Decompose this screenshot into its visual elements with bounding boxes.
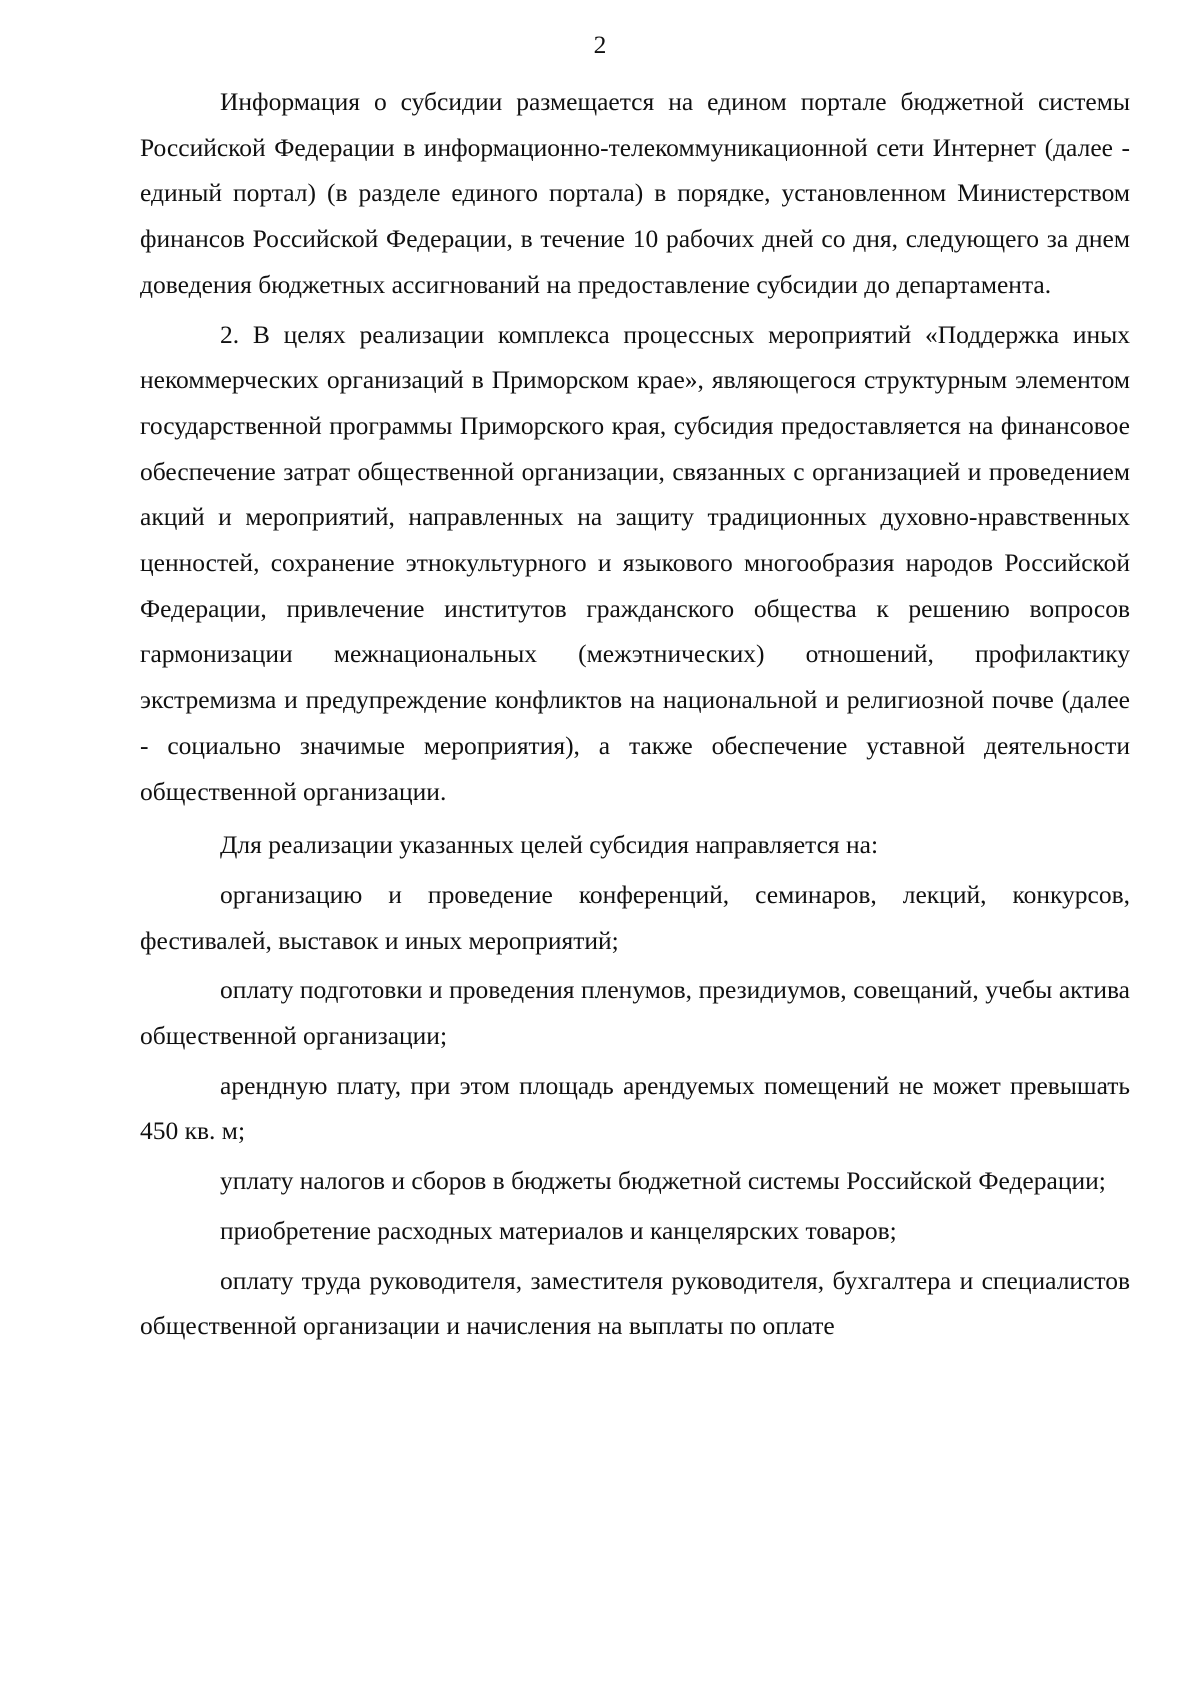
document-body xyxy=(140,79,1130,1349)
list-item-taxes: уплату налогов и сборов в бюджеты бюджетной системы Российской Федерации; xyxy=(220,1166,1106,1196)
list-item-plenums: оплату подготовки и проведения пленумов, президиумов, совещаний, учебы актива общественной организации; xyxy=(140,975,1130,1051)
paragraph-subsidy-info: Информация о субсидии размещается на едином портале бюджетной системы Российской Федерации в информационно-телекоммуникационной сети Интернет (далее - единый портал) (в разделе единого портала) в порядке, установленном Министерством финансов Российской Федерации, в течение 10 рабочих дней со дня, следующего за днем доведения бюджетных ассигнований на предоставление субсидии до департамента. xyxy=(140,87,1130,299)
list-item-supplies: приобретение расходных материалов и канцелярских товаров; xyxy=(220,1215,897,1245)
list-item-salaries: оплату труда руководителя, заместителя руководителя, бухгалтера и специалистов общественной организации и начисления на выплаты по оплате xyxy=(140,1265,1130,1341)
page-number: 2 xyxy=(593,30,607,59)
list-item-events: организацию и проведение конференций, семинаров, лекций, конкурсов, фестивалей, выставок и иных мероприятий; xyxy=(140,879,1130,955)
paragraph-purposes-intro: Для реализации указанных целей субсидия направляется на: xyxy=(220,830,879,860)
list-item-rent: арендную плату, при этом площадь арендуемых помещений не может превышать 450 кв. м; xyxy=(140,1070,1130,1146)
paragraph-item-2: 2. В целях реализации комплекса процессных мероприятий «Поддержка иных некоммерческих организаций в Приморском крае», являющегося структурным элементом государственной программы Приморского края, субсидия предоставляется на финансовое обеспечение затрат общественной организации, связанных с организацией и проведением акций и мероприятий, направленных на защиту традиционных духовно-нравственных ценностей, сохранение этнокультурного и языкового многообразия народов Российской Федерации, привлечение институтов гражданского общества к решению вопросов гармонизации межнациональных (межэтнических) отношений, профилактику экстремизма и предупреждение конфликтов на национальной и религиозной почве (далее - социально значимые мероприятия), а также обеспечение уставной деятельности общественной организации. xyxy=(140,319,1130,806)
